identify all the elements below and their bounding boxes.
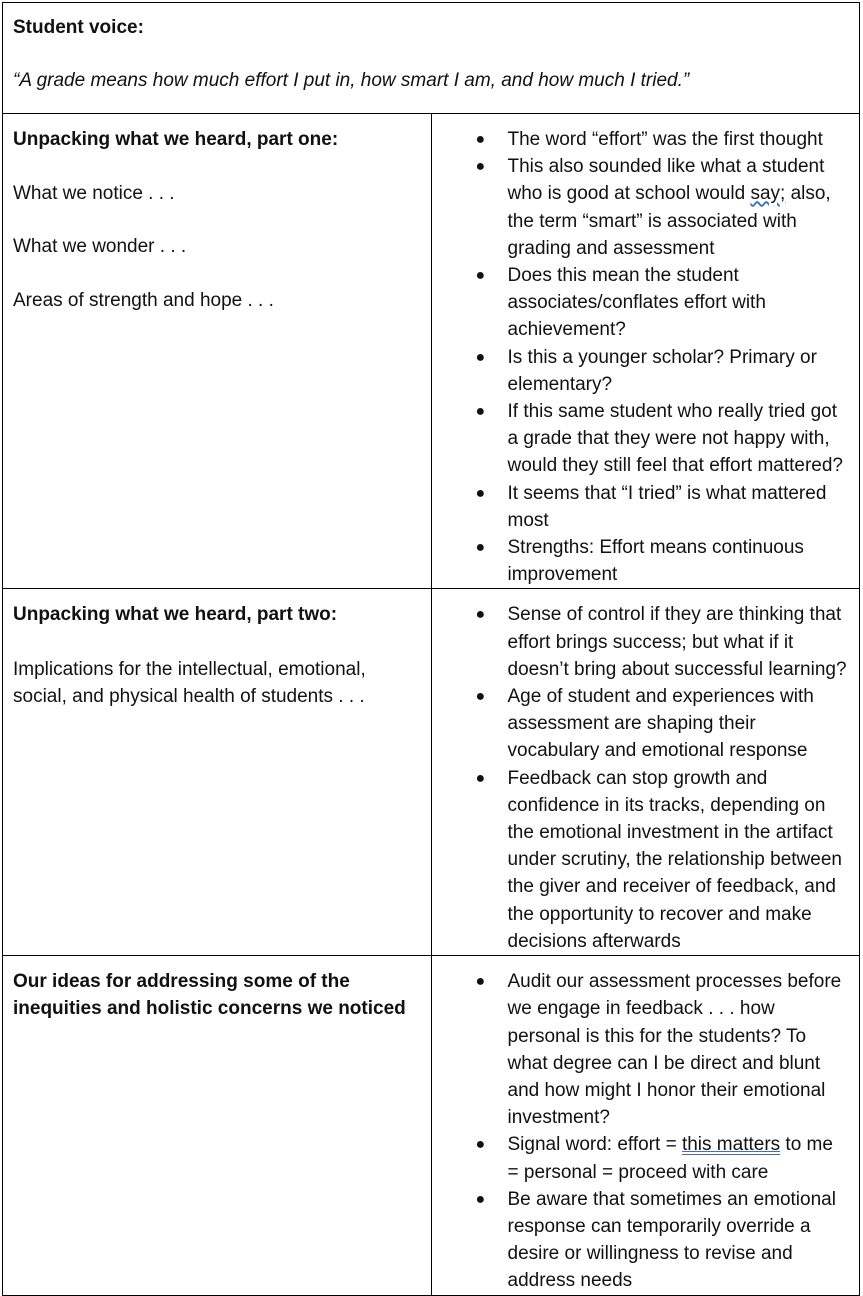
bullet-icon: ● [475, 403, 486, 421]
bullet-icon: ● [475, 973, 486, 991]
list-item [432, 534, 850, 588]
list-item [432, 1131, 850, 1185]
wonder-prompt: What we wonder . . . [13, 236, 187, 258]
bullet-icon: ● [475, 484, 486, 502]
list-item [432, 968, 850, 1131]
student-quote: “A grade means how much effort I put in, how smart I am, and how much I tried.” [13, 70, 690, 92]
bullet-text: Strengths: Effort means continuous improvement [507, 537, 804, 586]
student-voice-row [3, 3, 860, 114]
list-item [432, 1186, 850, 1295]
ideas-row [3, 956, 860, 1295]
bullet-text: Is this a younger scholar? Primary or elementary? [507, 346, 817, 395]
strength-prompt: Areas of strength and hope . . . [13, 289, 274, 311]
list-item [432, 262, 850, 344]
bullet-icon: ● [475, 539, 486, 557]
bullet-icon: ● [475, 606, 486, 624]
list-item [432, 601, 850, 683]
notice-prompt: What we notice . . . [13, 183, 175, 205]
bullet-text: also, the term “smart” is associated with grading and assessment [507, 183, 831, 259]
bullet-text: Audit our assessment processes before we engage in feedback . . . how personal is this for the students? To what degree can I be direct and blunt and how might I honor their emotional investment? [507, 971, 842, 1129]
ideas-notes-cell [431, 956, 860, 1295]
implications-prompt: Implications for the intellectual, emotional, social, and physical health of students . . . [13, 658, 366, 707]
bullet-text: If this same student who really tried got a grade that they were not happy with, would they still feel that effort mattered? [507, 401, 843, 477]
list-item [432, 126, 850, 153]
grammar-flag-text: this matters [681, 1134, 781, 1156]
bullet-text: Sense of control if they are thinking that effort brings success; but what if it doesn’t bring about successful learning? [507, 604, 847, 680]
part-one-row [3, 114, 860, 589]
student-voice-cell [3, 3, 860, 114]
part-two-notes-cell [431, 589, 860, 956]
bullet-icon: ● [475, 131, 486, 148]
bullet-text: to me = personal = proceed with care [507, 1134, 833, 1183]
part-two-bullet-list [432, 601, 850, 955]
bullet-icon: ● [475, 688, 486, 706]
bullet-icon: ● [475, 1136, 486, 1154]
list-item [432, 480, 850, 534]
bullet-text: Does this mean the student associates/conflates effort with achievement? [507, 265, 766, 341]
bullet-text: It seems that “I tried” is what mattered most [507, 482, 827, 531]
reflection-table [2, 2, 860, 1296]
part-one-bullet-list [432, 126, 850, 588]
grammar-flag-text: say; [750, 183, 786, 205]
part-two-heading: Unpacking what we heard, part two: [13, 604, 338, 626]
part-two-label-cell [3, 589, 432, 956]
bullet-text: This also sounded like what a student who is good at school would [507, 156, 825, 205]
list-item [432, 398, 850, 480]
bullet-icon: ● [475, 1190, 486, 1208]
ideas-heading: Our ideas for addressing some of the inequities and holistic concerns we noticed [13, 971, 406, 1020]
bullet-text: The word “effort” was the first thought [507, 129, 823, 150]
bullet-text: Feedback can stop growth and confidence in its tracks, depending on the emotional investment in the artifact under scrutiny, the relationship between the giver and receiver of feedback, and the opportunity to recover and make decisions afterwards [507, 767, 842, 952]
ideas-bullet-list [432, 968, 850, 1294]
part-two-row [3, 589, 860, 956]
bullet-text: Signal word: effort = [507, 1134, 682, 1156]
list-item [432, 153, 850, 262]
list-item [432, 765, 850, 955]
bullet-text: Be aware that sometimes an emotional response can temporarily override a desire or willingness to revise and address needs [507, 1188, 836, 1292]
part-one-notes-cell [431, 114, 860, 589]
bullet-icon: ● [475, 267, 486, 285]
list-item [432, 344, 850, 398]
bullet-icon: ● [475, 769, 486, 787]
list-item [432, 683, 850, 765]
ideas-label-cell [3, 956, 432, 1295]
part-one-heading: Unpacking what we heard, part one: [13, 129, 339, 150]
student-voice-heading: Student voice: [13, 17, 144, 38]
bullet-icon: ● [475, 348, 486, 366]
part-one-label-cell [3, 114, 432, 589]
bullet-text: Age of student and experiences with assessment are shaping their vocabulary and emotional response [507, 686, 814, 762]
bullet-icon: ● [475, 158, 486, 176]
